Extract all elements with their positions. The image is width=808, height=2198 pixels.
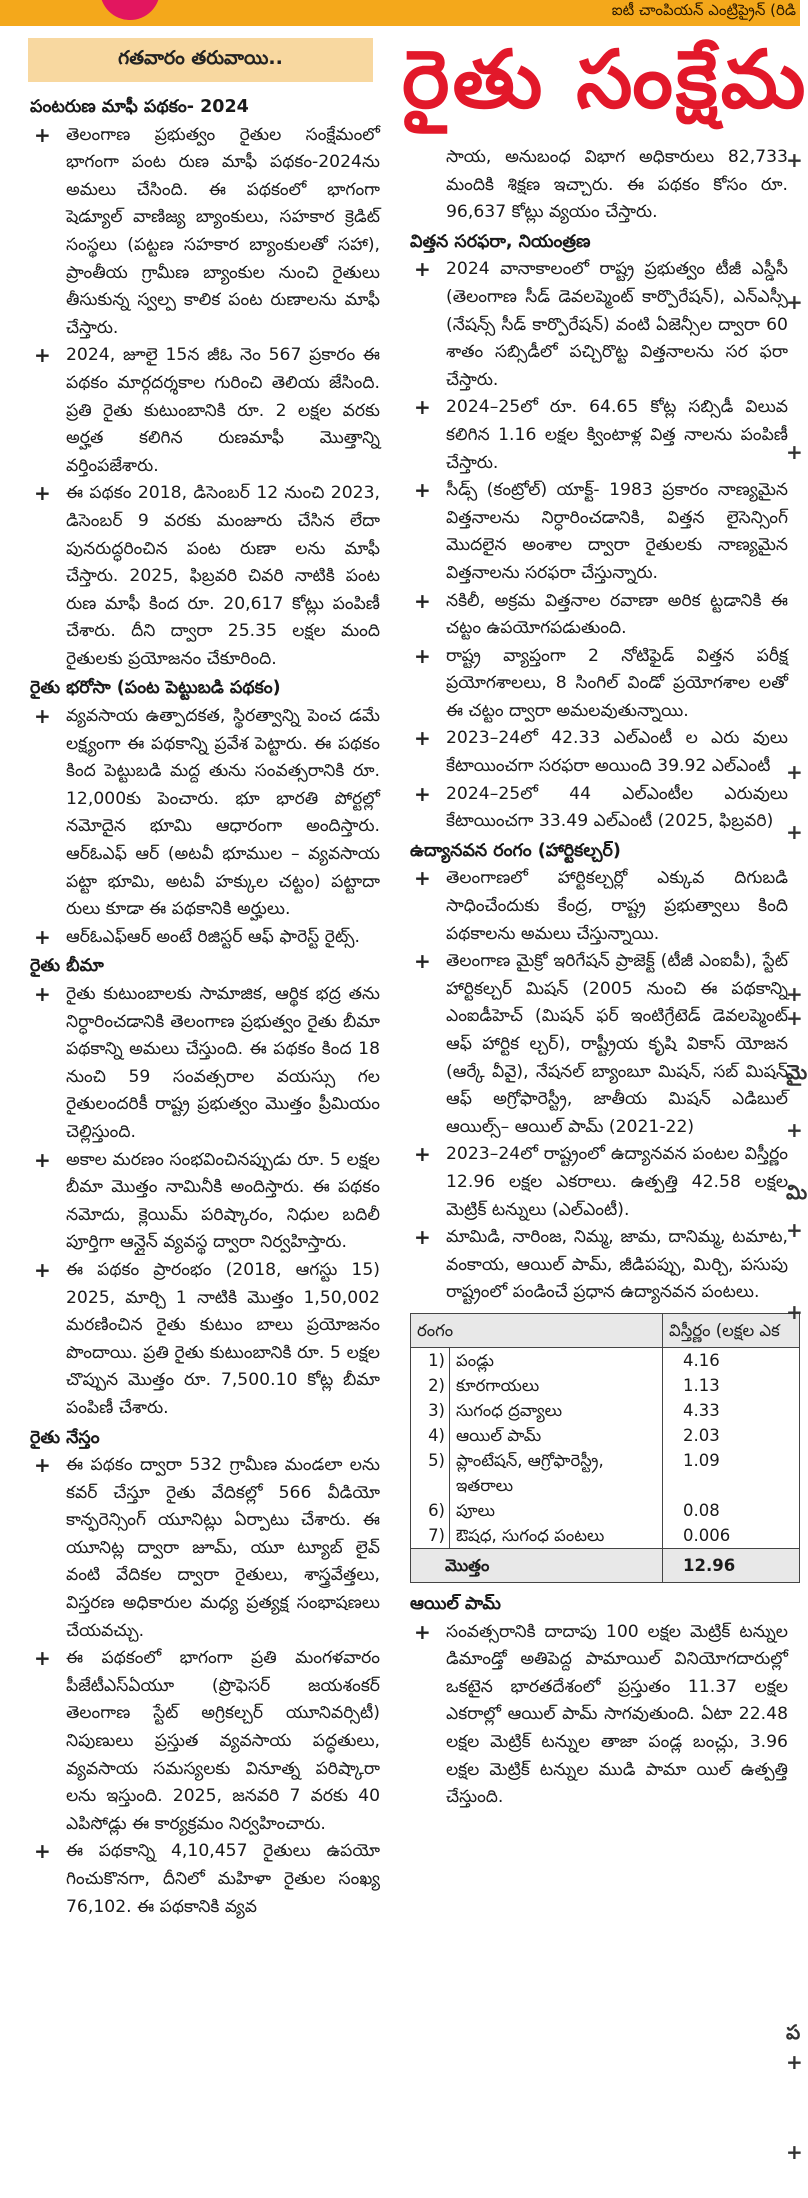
- bullet-item: [30, 924, 380, 952]
- row-crop-name: ఔషధ, సుగంధ పంటలు: [450, 1523, 663, 1549]
- row-number: 7): [411, 1523, 450, 1549]
- plus-bullet-icon: +: [34, 982, 51, 1006]
- table-row: [411, 1498, 800, 1523]
- row-area-value: 0.006: [663, 1523, 800, 1549]
- bullet-item: [410, 948, 788, 1141]
- bullet-text: ఈ పథకాన్ని 4,10,457 రైతులు ఉపయో గించుకొనగా, దీనిలో మహిళా రైతుల సంఖ్య 76,102. ఈ పథకానికి వ్యవ: [66, 1841, 380, 1917]
- plus-bullet-icon: +: [414, 643, 431, 668]
- plus-bullet-icon: +: [414, 781, 431, 806]
- section-heading: విత్తన సరఫరా, నియంత్రణ: [410, 231, 591, 252]
- plus-bullet-icon: +: [414, 257, 431, 282]
- bullet-text: తెలంగాణ ప్రభుత్వం రైతుల సంక్షేమంలో భాగంగా పంట రుణ మాఫీ పథకం-2024ను అమలు చేసింది. ఈ పథకంలో భాగంగా షెడ్యూల్ వాణిజ్య బ్యాంకులు, సహకార క్రెడిట్ సంస్థలు (పట్టణ సహకార బ్యాంకులతో సహా), ప్రాంతీయ గ్రామీణ బ్యాంకుల నుంచి రైతులు తీసుకున్న స్వల్ప కాలిక పంట రుణాలను మాఫీ చేస్తారు.: [66, 124, 380, 338]
- bullet-text: 2024–25లో రూ. 64.65 కోట్ల సబ్సిడీ విలువ కలిగిన 1.16 లక్షల క్వింటాళ్ల విత్త నాలను పంపిణీ చేస్తారు.: [446, 397, 788, 473]
- row-crop-name: ప్లాంటేషన్, ఆగ్రోఫారెస్ట్రీ, ఇతరాలు: [450, 1448, 663, 1498]
- section-heading: పంటరుణ మాఫీ పథకం- 2024: [30, 97, 249, 117]
- edge-fragment: +: [786, 820, 803, 844]
- bullet-item: [410, 725, 788, 780]
- bullet-text: నకిలీ, అక్రమ విత్తనాల రవాణా అరిక ట్టడానికి ఈ చట్టం ఉపయోగపడుతుంది.: [446, 590, 788, 639]
- right-column: [410, 144, 788, 1812]
- row-area-value: 2.03: [663, 1423, 800, 1448]
- bullet-text: రాష్ట్ర వ్యాప్తంగా 2 నోటిఫైడ్ విత్తన పరీక్ష ప్రయోగశాలలు, 8 సింగిల్ విండో ప్రయోగశాల లతో ఈ చట్టం ద్వారా అమలవుతున్నాయి.: [446, 645, 788, 721]
- edge-fragment: +: [786, 290, 803, 314]
- table-total-value: 12.96: [663, 1548, 800, 1582]
- row-area-value: 4.33: [663, 1398, 800, 1423]
- bullet-item: [410, 477, 788, 587]
- row-number: 3): [411, 1398, 450, 1423]
- row-crop-name: పూలు: [450, 1498, 663, 1523]
- row-area-value: 1.13: [663, 1373, 800, 1398]
- row-number: 1): [411, 1347, 450, 1373]
- right-column-text-after-table: [410, 1591, 788, 1812]
- row-number: 4): [411, 1423, 450, 1448]
- plus-bullet-icon: +: [34, 481, 51, 506]
- bullet-text: 2023–24లో రాష్ట్రంలో ఉద్యానవన పంటల విస్తీర్ణం 12.96 లక్షల ఎకరాలు. ఉత్పత్తి 42.58 లక్షల మెట్రిక్ టన్నులు (ఎల్ఎంటీ).: [446, 1144, 788, 1220]
- crop-area-table: [410, 1313, 800, 1583]
- table-row: [411, 1448, 800, 1498]
- bullet-item: [410, 865, 788, 948]
- plus-bullet-icon: +: [34, 1453, 51, 1478]
- plus-bullet-icon: +: [414, 726, 431, 751]
- edge-fragment: మి: [786, 1180, 808, 1204]
- top-banner: [0, 0, 800, 26]
- bullet-item: [30, 981, 380, 1147]
- bullet-text: 2024 వానాకాలంలో రాష్ట్ర ప్రభుత్వం టీజీ ఎస్డీసీ (తెలంగాణ సీడ్ డెవలప్మెంట్ కార్పొరేషన్), ఎన్ఎస్సీ (నేషన్స్ సీడ్ కార్పొరేషన్) వంటి ఏజెన్సీల ద్వారా 60 శాతం సబ్సిడీలో పచ్చిరొట్ట విత్తనాలను సర ఫరా చేస్తారు.: [446, 259, 788, 390]
- article-title: రైతు సంక్షేమ: [402, 33, 808, 126]
- bullet-item: [410, 781, 788, 836]
- bullet-text: 2024, జూలై 15న జీఓ నెం 567 ప్రకారం ఈ పథకం మార్గదర్శకాల గురించి తెలియ జేసింది. ప్రతి రైతు కుటుంబానికి రూ. 2 లక్షల వరకు అర్హత కలిగిన రుణమాఫీ మొత్తాన్ని వర్తింపజేశారు.: [66, 345, 380, 476]
- edge-fragment: +: [786, 148, 803, 172]
- bullet-text: ఈ పథకం ద్వారా 532 గ్రామీణ మండలా లను కవర్ చేస్తూ రైతు వేదికల్లో 566 వీడియో కాన్ఫరెన్సింగ్ యూనిట్లు ఏర్పాటు చేశారు. ఈ యూనిట్ల ద్వారా జూమ్, యూ ట్యూబ్ లైవ్ వంటి వేదికల ద్వారా రైతులు, శాస్త్రవేత్తలు, విస్తరణ అధికారుల మధ్య ప్రత్యక్ష సంభాషణలు చేయవచ్చు.: [66, 1455, 380, 1641]
- bullet-text: ఈ పథకంలో భాగంగా ప్రతి మంగళవారం పీజేటీఎస్ఏయూ (ప్రొఫెసర్ జయశంకర్ తెలంగాణ స్టేట్ అగ్రికల్చర్ యూనివర్సిటీ) నిపుణులు ప్రస్తుత వ్యవసాయ పద్ధతులు, వ్యవసాయ సమస్యలకు వినూత్న పరిష్కారా లను ఇస్తుంది. 2025, జనవరి 7 వరకు 40 ఎపిసోడ్లు ఈ కార్యక్రమం నిర్వహించారు.: [66, 1648, 380, 1834]
- bullet-text: 2024–25లో 44 ఎల్ఎంటీల ఎరువులు కేటాయించగా 33.49 ఎల్ఎంటీ (2025, ఫిబ్రవరి): [446, 783, 788, 832]
- edge-fragment: +: [786, 2050, 803, 2074]
- bullet-item: [30, 1147, 380, 1257]
- row-crop-name: పండ్లు: [450, 1347, 663, 1373]
- edge-fragment: +: [786, 982, 803, 1006]
- bullet-text: అకాల మరణం సంభవించినప్పుడు రూ. 5 లక్షల బీమా మొత్తం నామినీకి అందిస్తారు. ఈ పథకం నమోదు, క్లెయిమ్ పరిష్కారం, నిధుల బదిలీ పూర్తిగా ఆన్లైన్ వ్యవస్థ ద్వారా నిర్వహిస్తారు.: [66, 1149, 380, 1253]
- bullet-text: తెలంగాణ మైక్రో ఇరిగేషన్ ప్రాజెక్ట్ (టీజీ ఎంఐపీ), స్టేట్ హార్టికల్చర్ మిషన్ (2005 నుంచి ఈ పథకాన్ని ఎంఐడీహెచ్ (మిషన్ ఫర్ ఇంటిగ్రేటెడ్ డెవలప్మెంట్ ఆఫ్ హార్టిక ల్చర్), రాష్ట్రీయ కృషి వికాస్ యోజన (ఆర్కే వీవై), నేషనల్ బ్యాంబూ మిషన్, సబ్ మిషన్ ఆఫ్ అగ్రోఫారెస్ట్రీ, జాతీయ మిషన్ ఎడిబుల్ ఆయిల్స్– ఆయిల్ పామ్ (2021-22): [446, 951, 788, 1137]
- plus-bullet-icon: +: [414, 866, 431, 891]
- edge-fragment: +: [786, 1300, 803, 1324]
- bullet-text: ఈ పథకం 2018, డిసెంబర్ 12 నుంచి 2023, డిసెంబర్ 9 వరకు మంజూరు చేసిన లేదా పునరుద్ధరించిన పంట రుణా లను మాఫీ చేస్తారు. 2025, ఫిబ్రవరి చివరి నాటికి పంట రుణ మాఫీ కింద రూ. 20,617 కోట్లు పంపిణీ చేశారు. దీని ద్వారా 25.35 లక్షల మంది రైతులకు ప్రయోజనం చేకూరింది.: [66, 483, 380, 669]
- edge-fragment: +: [786, 1218, 803, 1242]
- bullet-item: [30, 342, 380, 480]
- table-total-row: [411, 1548, 800, 1582]
- plus-bullet-icon: +: [34, 924, 51, 949]
- bullet-text: తెలంగాణలో హార్టికల్చర్లో ఎక్కువ దిగుబడి సాధించేందుకు కేంద్ర, రాష్ట్ర ప్రభుత్వాలు కింది పథకాలను అమలు చేస్తున్నాయి.: [446, 868, 788, 944]
- table-row: [411, 1373, 800, 1398]
- bullet-item: [30, 122, 380, 343]
- bullet-item: [30, 703, 380, 924]
- section-heading: ఉద్యానవన రంగం (హార్టికల్చర్): [410, 840, 621, 861]
- banner-text: ఐటీ చాంపియన్ ఎంట్రిప్రైన్ (రిడి: [611, 1, 796, 19]
- left-column: [30, 92, 380, 1921]
- plus-bullet-icon: +: [414, 588, 431, 613]
- plus-bullet-icon: +: [34, 1257, 51, 1282]
- table-total-label: మొత్తం: [411, 1548, 663, 1582]
- bullet-item: [410, 256, 788, 394]
- bullet-item: [30, 1452, 380, 1645]
- plus-bullet-icon: +: [414, 395, 431, 420]
- plus-bullet-icon: +: [414, 1142, 431, 1167]
- bullet-item: [410, 588, 788, 643]
- bullet-item: [30, 1645, 380, 1838]
- row-area-value: 4.16: [663, 1347, 800, 1373]
- row-area-value: 0.08: [663, 1498, 800, 1523]
- table-row: [411, 1398, 800, 1423]
- plus-bullet-icon: +: [34, 343, 51, 368]
- edge-fragment: +: [786, 440, 803, 464]
- bullet-item: [30, 480, 380, 673]
- bullet-text: ఈ పథకం ప్రారంభం (2018, ఆగస్టు 15) 2025, మార్చి 1 నాటికి మొత్తం 1,50,002 మరణించిన రైతు కుటుం బాలు ప్రయోజనం పొందాయి. ప్రతి రైతు కుటుంబానికి రూ. 5 లక్షల చొప్పున మొత్తం రూ. 7,500.10 కోట్ల బీమా పంపిణీ చేశారు.: [66, 1259, 380, 1418]
- column-heading-text: గతవారం తరువాయి..: [118, 47, 283, 69]
- plus-bullet-icon: +: [414, 949, 431, 974]
- bullet-item: [410, 1224, 788, 1307]
- table-row: [411, 1523, 800, 1549]
- bullet-item: [30, 1257, 380, 1423]
- row-number: 2): [411, 1373, 450, 1398]
- banner-logo: [100, 0, 160, 20]
- edge-fragment: +: [786, 760, 803, 784]
- edge-fragment: ప: [786, 2020, 801, 2044]
- row-crop-name: సుగంధ ద్రవ్యాలు: [450, 1398, 663, 1423]
- edge-fragment: మై: [786, 1060, 808, 1084]
- row-number: 6): [411, 1498, 450, 1523]
- bullet-item: [410, 394, 788, 477]
- column-heading: [28, 38, 373, 82]
- bullet-text: ఆర్ఓఎఫ్ఆర్ అంటే రిజిస్టర్ ఆఫ్ ఫారెస్ట్ రైట్స్.: [66, 926, 360, 947]
- plus-bullet-icon: +: [34, 704, 51, 729]
- bullet-text: సీడ్స్ (కంట్రోల్) యాక్ట్- 1983 ప్రకారం నాణ్యమైన విత్తనాలను నిర్ధారించడానికి, విత్తన లైసెన్సింగ్ మొదలైన అంశాల ద్వారా రైతులకు నాణ్యమైన విత్తనాలను సరఫరా చేస్తున్నారు.: [446, 480, 788, 583]
- plus-bullet-icon: +: [414, 1619, 431, 1644]
- right-column-text: [410, 144, 788, 1307]
- edge-fragment: +: [786, 2140, 803, 2164]
- plus-bullet-icon: +: [34, 122, 51, 147]
- row-crop-name: కూరగాయలు: [450, 1373, 663, 1398]
- table-header-sector: రంగం: [411, 1313, 663, 1347]
- table-body: [411, 1347, 800, 1548]
- row-number: 5): [411, 1448, 450, 1498]
- edge-fragment: +: [786, 1006, 803, 1030]
- plus-bullet-icon: +: [34, 1839, 51, 1864]
- row-crop-name: ఆయిల్ పామ్: [450, 1423, 663, 1448]
- row-area-value: 1.09: [663, 1448, 800, 1498]
- bullet-item: [30, 1838, 380, 1921]
- edge-fragment: +: [786, 1118, 803, 1142]
- bullet-item: [410, 1141, 788, 1224]
- plus-bullet-icon: +: [414, 1225, 431, 1250]
- bullet-item: [410, 643, 788, 726]
- table-row: [411, 1423, 800, 1448]
- bullet-text: మామిడి, నారింజ, నిమ్మ, జామ, దానిమ్మ, టమాట, వంకాయ, ఆయిల్ పామ్, జీడిపప్పు, మిర్చి, పసుపు రాష్ట్రంలో పండించే ప్రధాన ఉద్యానవన పంటలు.: [446, 1227, 788, 1303]
- section-heading: ఆయిల్ పామ్: [410, 1593, 501, 1614]
- table-header-row: [411, 1313, 800, 1347]
- bullet-text: 2023–24లో 42.33 ఎల్ఎంటీ ల ఎరు వులు కేటాయించగా సరఫరా అయింది 39.92 ఎల్ఎంటీ: [446, 728, 788, 777]
- bullet-text: రైతు కుటుంబాలకు సామాజిక, ఆర్థిక భద్ర తను నిర్ధారించడానికి తెలంగాణ ప్రభుత్వం రైతు బీమా పథకాన్ని అమలు చేస్తుంది. ఈ పథకం కింద 18 నుంచి 59 సంవత్సరాల వయస్సు గల రైతులందరికీ రాష్ట్ర ప్రభుత్వం మొత్తం ప్రీమియం చెల్లిస్తుంది.: [66, 984, 380, 1142]
- bullet-text: సంవత్సరానికి దాదాపు 100 లక్షల మెట్రిక్ టన్నుల డిమాండ్తో అతిపెద్ద పామాయిల్ వినియోగదారుల్లో ఒకటైన భారతదేశంలో ప్రస్తుతం 11.37 లక్షల ఎకరాల్లో ఆయిల్ పామ్ సాగవుతుంది. ఏటా 22.48 లక్షల మెట్రిక్ టన్నుల తాజా పండ్ల బంచ్లు, 3.96 లక్షల మెట్రిక్ టన్నుల ముడి పామా యిల్ ఉత్పత్తి చేస్తుంది.: [446, 1621, 788, 1808]
- plus-bullet-icon: +: [414, 478, 431, 503]
- table-row: [411, 1347, 800, 1373]
- section-heading: రైతు నేస్తం: [30, 1427, 100, 1448]
- bullet-text: వ్యవసాయ ఉత్పాదకత, స్థిరత్వాన్ని పెంచ డమే లక్ష్యంగా ఈ పథకాన్ని ప్రవేశ పెట్టారు. ఈ పథకం కింద పెట్టుబడి మద్ద తును సంవత్సరానికి రూ. 12,000కు పెంచారు. భూ భారతి పోర్టల్లో నమోదైన భూమి ఆధారంగా అందిస్తారు. ఆర్ఓఎఫ్ ఆర్ (అటవీ భూముల – వ్యవసాయ పట్టా భూమి, అటవీ హక్కుల చట్టం) పట్టాదా రులు కూడా ఈ పథకానికి అర్హులు.: [66, 706, 380, 920]
- section-heading: రైతు భరోసా (పంట పెట్టుబడి పథకం): [30, 678, 281, 699]
- bullet-item: [410, 1619, 788, 1812]
- plus-bullet-icon: +: [34, 1147, 51, 1172]
- section-heading: రైతు బీమా: [30, 956, 104, 977]
- paragraph: సాయ, అనుబంధ విభాగ అధికారులు 82,733 మందికి శిక్షణ ఇచ్చారు. ఈ పథకం కోసం రూ. 96,637 కోట్లు వ్యయం చేస్తారు.: [446, 147, 788, 223]
- table-header-area: విస్తీర్ణం (లక్షల ఎక: [663, 1313, 800, 1347]
- plus-bullet-icon: +: [34, 1646, 51, 1671]
